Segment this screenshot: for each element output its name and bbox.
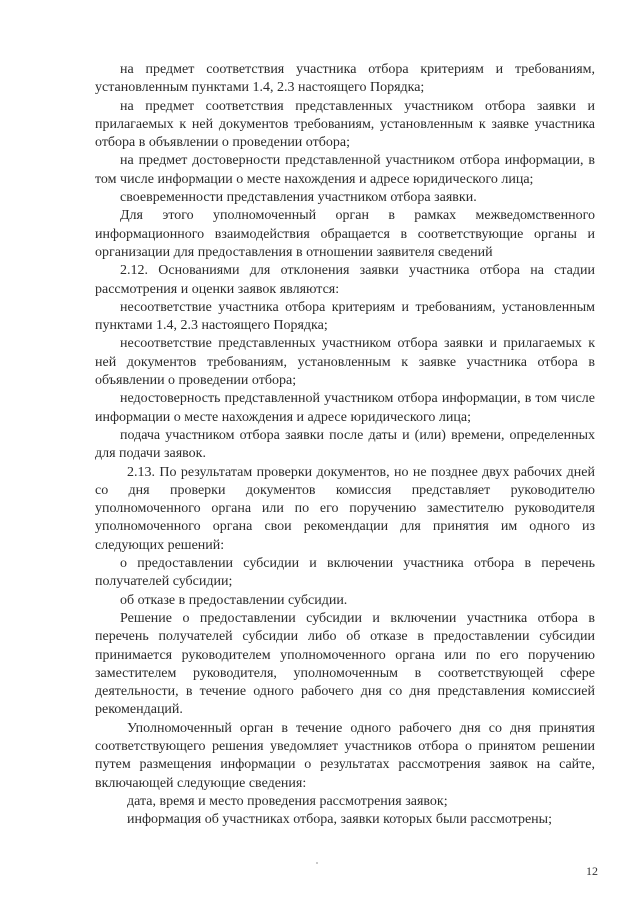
page-number: 12 bbox=[586, 864, 598, 878]
paragraph: Решение о предоставлении субсидии и включении участника отбора в перечень получателей субсидии либо об отказе в предоставлении субсидии принимается руководителем уполномоченного органа или по его поручению заместителем руководителя, уполномоченным в соответствующей сфере деятельности, в течение одного рабочего дня со дня представления комиссией рекомендаций. bbox=[95, 610, 595, 718]
paragraph: дата, время и место проведения рассмотрения заявок; bbox=[127, 793, 448, 809]
paragraph: Уполномоченный орган в течение одного рабочего дня со дня принятия соответствующего решения уведомляет участников отбора о принятом решении путем размещения информации о результатах рассмотрения заявок на сайте, включающей следующие сведения: bbox=[95, 720, 595, 791]
paragraph: несоответствие участника отбора критериям и требованиям, установленным пунктами 1.4, 2.3 настоящего Порядка; bbox=[95, 299, 595, 334]
section-paragraph-2-13: 2.13. По результатам проверки документов, но не позднее двух рабочих дней со дня проверки документов комиссия представляет руководителю уполномоченного органа или по его поручению заместителю руководителя уполномоченного органа свои рекомендации для принятия им одного из следующих решений: bbox=[95, 464, 595, 553]
paragraph: информация об участниках отбора, заявки которых были рассмотрены; bbox=[127, 812, 552, 828]
section-paragraph-2-12: 2.12. Основаниями для отклонения заявки участника отбора на стадии рассмотрения и оценки заявок являются: bbox=[95, 263, 595, 297]
paragraph: несоответствие представленных участником отбора заявки и прилагаемых к ней документов требованиям, установленным к заявке участника отбора в объявлении о проведении отбора; bbox=[95, 336, 595, 389]
paragraph: на предмет достоверности представленной участником отбора информации, в том числе информации о месте нахождения и адресе юридического лица; bbox=[95, 153, 595, 187]
paragraph: о предоставлении субсидии и включении участника отбора в перечень получателей субсидии; bbox=[95, 556, 595, 590]
paragraph: Для этого уполномоченный орган в рамках межведомственного информационного взаимодействия обращается в соответствующие органы и организации для предоставления в отношении заявителя сведений bbox=[95, 208, 595, 260]
paragraph: об отказе в предоставлении субсидии. bbox=[120, 592, 348, 608]
document-body bbox=[95, 61, 595, 829]
paragraph: на предмет соответствия представленных участником отбора заявки и прилагаемых к ней документов требованиям, установленным к заявке участника отбора в объявлении о проведении отбора; bbox=[95, 98, 595, 151]
scan-speck bbox=[316, 862, 318, 864]
paragraph: на предмет соответствия участника отбора критериям и требованиям, установленным пунктами 1.4, 2.3 настоящего Порядка; bbox=[95, 62, 595, 96]
paragraph: своевременности представления участником отбора заявки. bbox=[120, 190, 477, 206]
paragraph: подача участником отбора заявки после даты и (или) времени, определенных для подачи заявок. bbox=[95, 427, 595, 462]
paragraph: недостоверность представленной участником отбора информации, в том числе информации о месте нахождения и адресе юридического лица; bbox=[95, 391, 595, 425]
